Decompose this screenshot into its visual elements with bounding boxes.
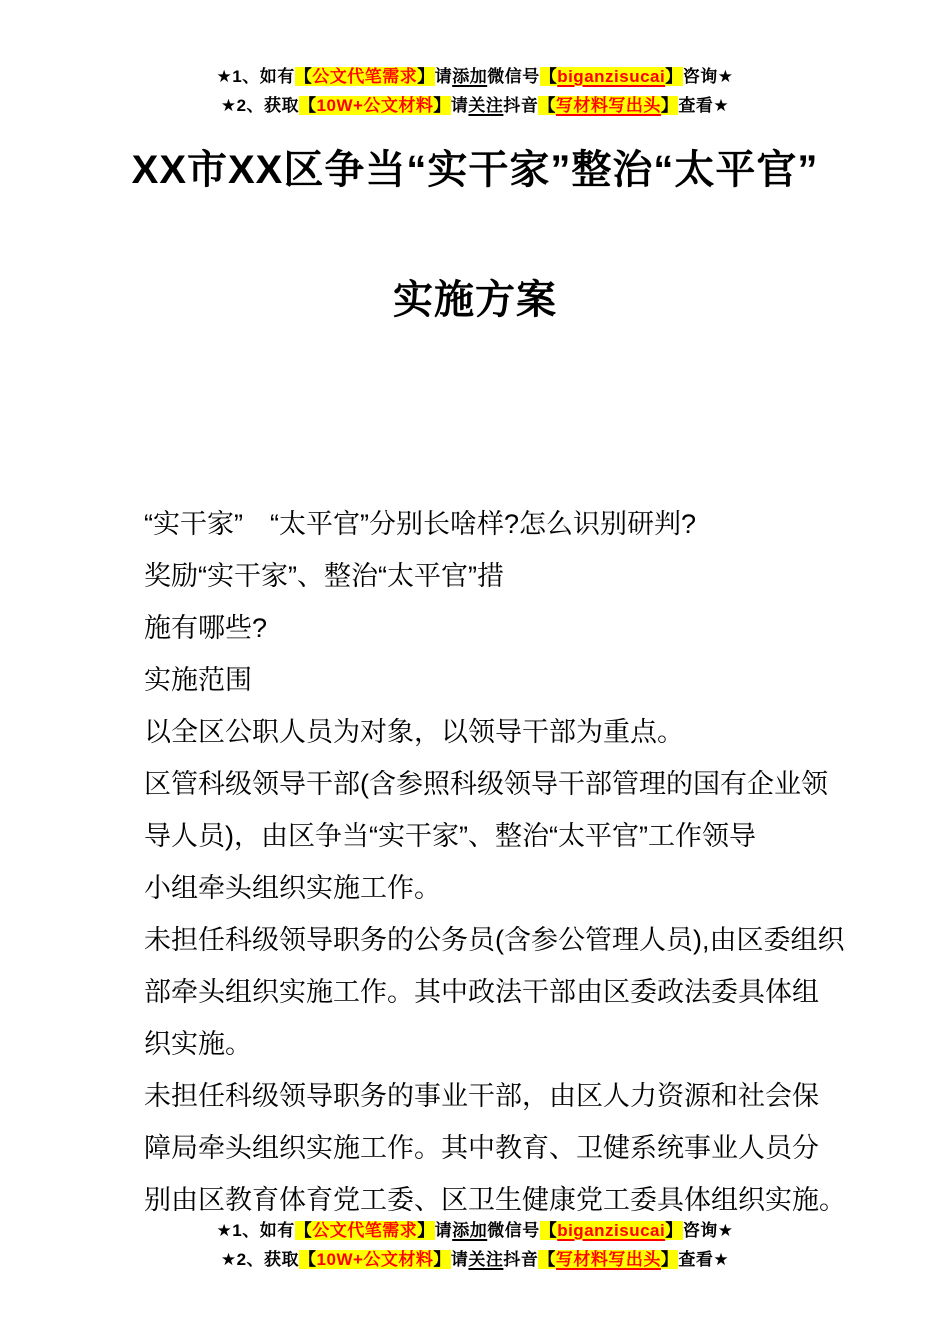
body-line: 导人员)，由区争当“实干家”、整治“太平官”工作领导 bbox=[144, 821, 756, 851]
body-line: 实施范围 bbox=[144, 665, 252, 695]
body-line: 小组牵头组织实施工作。 bbox=[144, 873, 441, 903]
bracket-open: 【 bbox=[299, 96, 317, 115]
wechat-id-highlight: biganzisucai bbox=[557, 1221, 666, 1240]
bracket-open: 【 bbox=[299, 1250, 317, 1269]
bracket-open: 【 bbox=[294, 1221, 313, 1240]
note-text: 抖音 bbox=[503, 96, 539, 115]
bracket-close: 】 bbox=[417, 1221, 435, 1240]
note-text: ★1、如有 bbox=[216, 67, 295, 86]
note-text: ★2、获取 bbox=[220, 1250, 300, 1269]
note-text: 请 bbox=[434, 1221, 453, 1240]
bracket-close: 】 bbox=[665, 1221, 683, 1240]
note-text: ★2、获取 bbox=[220, 96, 300, 115]
body-line: 奖励“实干家”、整治“太平官”措 bbox=[144, 561, 504, 591]
materials-term-highlight: 10W+公文材料 bbox=[316, 1250, 434, 1269]
body-line: 未担任科级领导职务的公务员(含参公管理人员),由区委组织 bbox=[144, 925, 845, 955]
note-text: 查看★ bbox=[678, 96, 730, 115]
document-title-line2: 实施方案 bbox=[393, 278, 557, 322]
header-note-line1 bbox=[0, 62, 950, 91]
note-text: 请 bbox=[450, 96, 469, 115]
note-text: 微信号 bbox=[487, 1221, 540, 1240]
note-text: 咨询★ bbox=[682, 67, 734, 86]
bracket-close: 】 bbox=[665, 67, 683, 86]
materials-term-highlight: 10W+公文材料 bbox=[316, 96, 434, 115]
note-text: 请 bbox=[434, 67, 453, 86]
bracket-open: 【 bbox=[538, 1250, 556, 1269]
bracket-open: 【 bbox=[538, 96, 556, 115]
bracket-close: 】 bbox=[660, 1250, 679, 1269]
bracket-close: 】 bbox=[433, 1250, 451, 1269]
note-text: 咨询★ bbox=[682, 1221, 734, 1240]
service-term-highlight: 公文代笔需求 bbox=[312, 1221, 418, 1240]
body-line: 障局牵头组织实施工作。其中教育、卫健系统事业人员分 bbox=[144, 1133, 819, 1163]
note-text: 请 bbox=[450, 1250, 469, 1269]
document-body bbox=[144, 498, 846, 1226]
body-line: 未担任科级领导职务的事业干部，由区人力资源和社会保 bbox=[144, 1081, 819, 1111]
body-line: 区管科级领导干部(含参照科级领导干部管理的国有企业领 bbox=[144, 769, 828, 799]
body-line: 织实施。 bbox=[144, 1029, 252, 1059]
bracket-open: 【 bbox=[294, 67, 313, 86]
follow-action-underlined: 关注 bbox=[468, 96, 504, 115]
document-title-line1: XX市XX区争当“实干家”整治“太平官” bbox=[131, 148, 819, 192]
bracket-open: 【 bbox=[539, 1221, 558, 1240]
body-line: “实干家” “太平官”分别长啥样?怎么识别研判? bbox=[144, 509, 696, 539]
bracket-close: 】 bbox=[433, 96, 451, 115]
body-line: 以全区公职人员为对象，以领导干部为重点。 bbox=[144, 717, 684, 747]
bracket-close: 】 bbox=[660, 96, 679, 115]
add-action-underlined: 添加 bbox=[452, 67, 488, 86]
header-note-line2 bbox=[0, 91, 950, 120]
footer-note bbox=[0, 1216, 950, 1274]
add-action-underlined: 添加 bbox=[452, 1221, 488, 1240]
wechat-id-highlight: biganzisucai bbox=[557, 67, 666, 86]
follow-action-underlined: 关注 bbox=[468, 1250, 504, 1269]
footer-note-line1 bbox=[0, 1216, 950, 1245]
bracket-open: 【 bbox=[539, 67, 558, 86]
body-line: 别由区教育体育党工委、区卫生健康党工委具体组织实施。 bbox=[144, 1185, 846, 1215]
douyin-id-highlight: 写材料写出头 bbox=[555, 96, 661, 115]
service-term-highlight: 公文代笔需求 bbox=[312, 67, 418, 86]
body-line: 施有哪些? bbox=[144, 613, 268, 643]
body-line: 部牵头组织实施工作。其中政法干部由区委政法委具体组 bbox=[144, 977, 819, 1007]
douyin-id-highlight: 写材料写出头 bbox=[555, 1250, 661, 1269]
note-text: ★1、如有 bbox=[216, 1221, 295, 1240]
note-text: 微信号 bbox=[487, 67, 540, 86]
note-text: 抖音 bbox=[503, 1250, 539, 1269]
note-text: 查看★ bbox=[678, 1250, 730, 1269]
header-note bbox=[0, 62, 950, 120]
bracket-close: 】 bbox=[417, 67, 435, 86]
footer-note-line2 bbox=[0, 1245, 950, 1274]
